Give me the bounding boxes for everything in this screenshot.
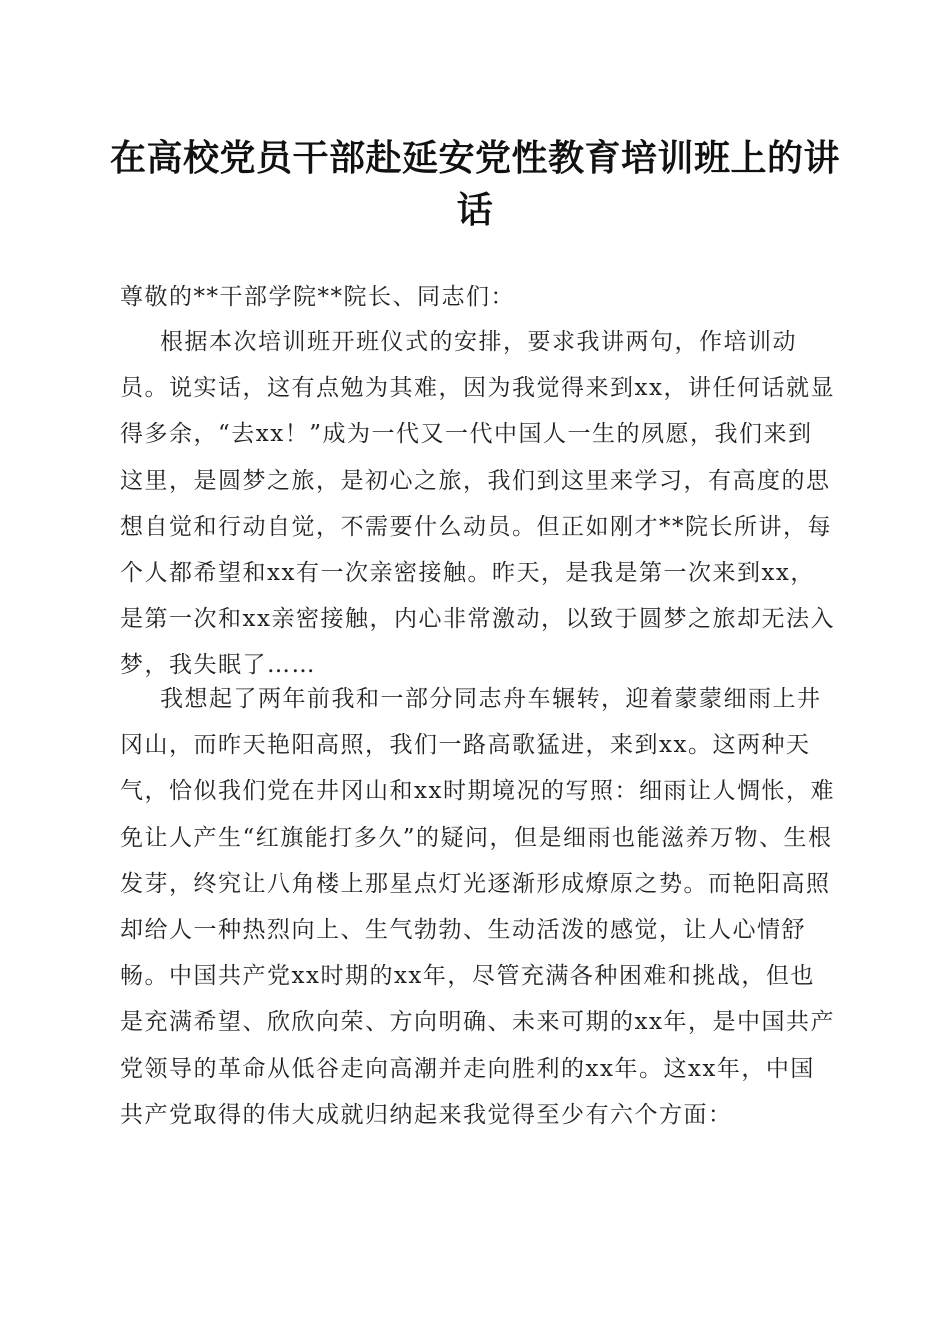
document-title: 在高校党员干部赴延安党性教育培训班上的讲话	[110, 137, 841, 231]
paragraph-1: 根据本次培训班开班仪式的安排，要求我讲两句，作培训动员。说实话，这有点勉为其难，因为我觉得来到xx，讲任何话就显得多余，“去xx！”成为一代又一代中国人一生的夙愿，我们来到这里，是圆梦之旅，是初心之旅，我们到这里来学习，有高度的思想自觉和行动自觉，不需要什么动员。但正如刚才**院长所讲，每个人都希望和xx有一次亲密接触。昨天，是我是第一次来到xx，是第一次和xx亲密接触，内心非常激动，以致于圆梦之旅却无法入梦，我失眠了……	[120, 329, 835, 679]
salutation: 尊敬的**干部学院**院长、同志们：	[120, 284, 515, 310]
paragraph-2: 我想起了两年前我和一部分同志舟车辗转，迎着蒙蒙细雨上井冈山，而昨天艳阳高照，我们一路高歌猛进，来到xx。这两种天气，恰似我们党在井冈山和xx时期境况的写照：细雨让人惆怅，难免让人产生“红旗能打多久”的疑问，但是细雨也能滋养万物、生根发芽，终究让八角楼上那星点灯光逐渐形成燎原之势。而艳阳高照却给人一种热烈向上、生气勃勃、生动活泼的感觉，让人心情舒畅。中国共产党xx时期的xx年，尽管充满各种困难和挑战，但也是充满希望、欣欣向荣、方向明确、未来可期的xx年，是中国共产党领导的革命从低谷走向高潮并走向胜利的xx年。这xx年，中国共产党取得的伟大成就归纳起来我觉得至少有六个方面：	[120, 686, 835, 1128]
